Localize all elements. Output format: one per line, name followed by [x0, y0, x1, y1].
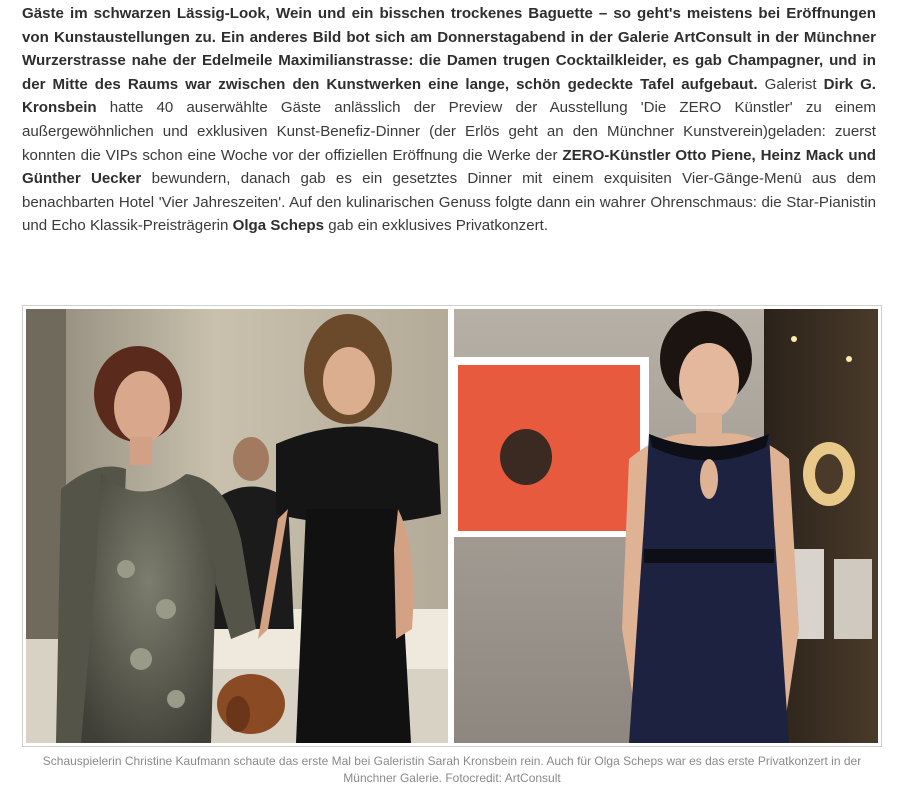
- zero-artists: ZERO-Künstler Otto Piene, Heinz Mack und Günther Uecker: [22, 146, 877, 188]
- text-segment: gab ein exklusives Privatkonzert.: [324, 217, 549, 235]
- text-segment: Galerist: [757, 75, 824, 93]
- photo-olga-scheps: [454, 309, 878, 743]
- photo-caption: Schauspielerin Christine Kaufmann schaute das erste Mal bei Galeristin Sarah Kronsbein rein. Auch für Olga Scheps war es das erste Privatkonzert in der Münchner Galerie. Fotocredit: ArtConsult: [42, 754, 862, 785]
- name-dirk-kronsbein: Dirk G. Kronsbein: [22, 75, 877, 117]
- text-segment: hatte 40 auserwählte Gäste anlässlich der Preview der Ausstellung 'Die ZERO Künstler' zu einem außergewöhnlichen und exklusiven Kunst-Benefiz-Dinner (der Erlös geht an den Münchner Kunstverein)geladen: zuerst konnten die VIPs schon eine Woche vor der offiziellen Eröffnung die Werke der: [22, 99, 876, 164]
- lead-text: Gäste im schwarzen Lässig-Look, Wein und ein bisschen trockenes Baguette – so geht's meistens bei Eröffnungen von Kunstaustellungen zu. Ein anderes Bild bot sich am Donnerstagabend in der Galerie ArtConsult in der Münchner Wurzerstrasse nahe der Edelmeile Maximilianstrasse: die Damen trugen Cocktailkleider, es gab Champagner, und in der Mitte des Raums war zwischen den Kunstwerken eine lange, schön gedeckte Tafel aufgebaut.: [22, 5, 876, 93]
- name-olga-scheps: Olga Scheps: [232, 217, 325, 235]
- portrait-photo-icon: [26, 309, 448, 743]
- photo-christine-kaufmann-sarah-kronsbein: [26, 309, 448, 743]
- portrait-photo-icon: [454, 309, 878, 743]
- photo-frame: [22, 305, 882, 747]
- article-body: [22, 2, 876, 238]
- article-paragraph: [22, 2, 876, 238]
- text-segment: bewundern, danach gab es ein gesetztes Dinner mit einem exquisiten Vier-Gänge-Menü aus dem benachbarten Hotel 'Vier Jahreszeiten'. Auf den kulinarischen Genuss folgte dann ein wahrer Ohrenschmaus: die Star-Pianistin und Echo Klassik-Preisträgerin: [22, 170, 876, 235]
